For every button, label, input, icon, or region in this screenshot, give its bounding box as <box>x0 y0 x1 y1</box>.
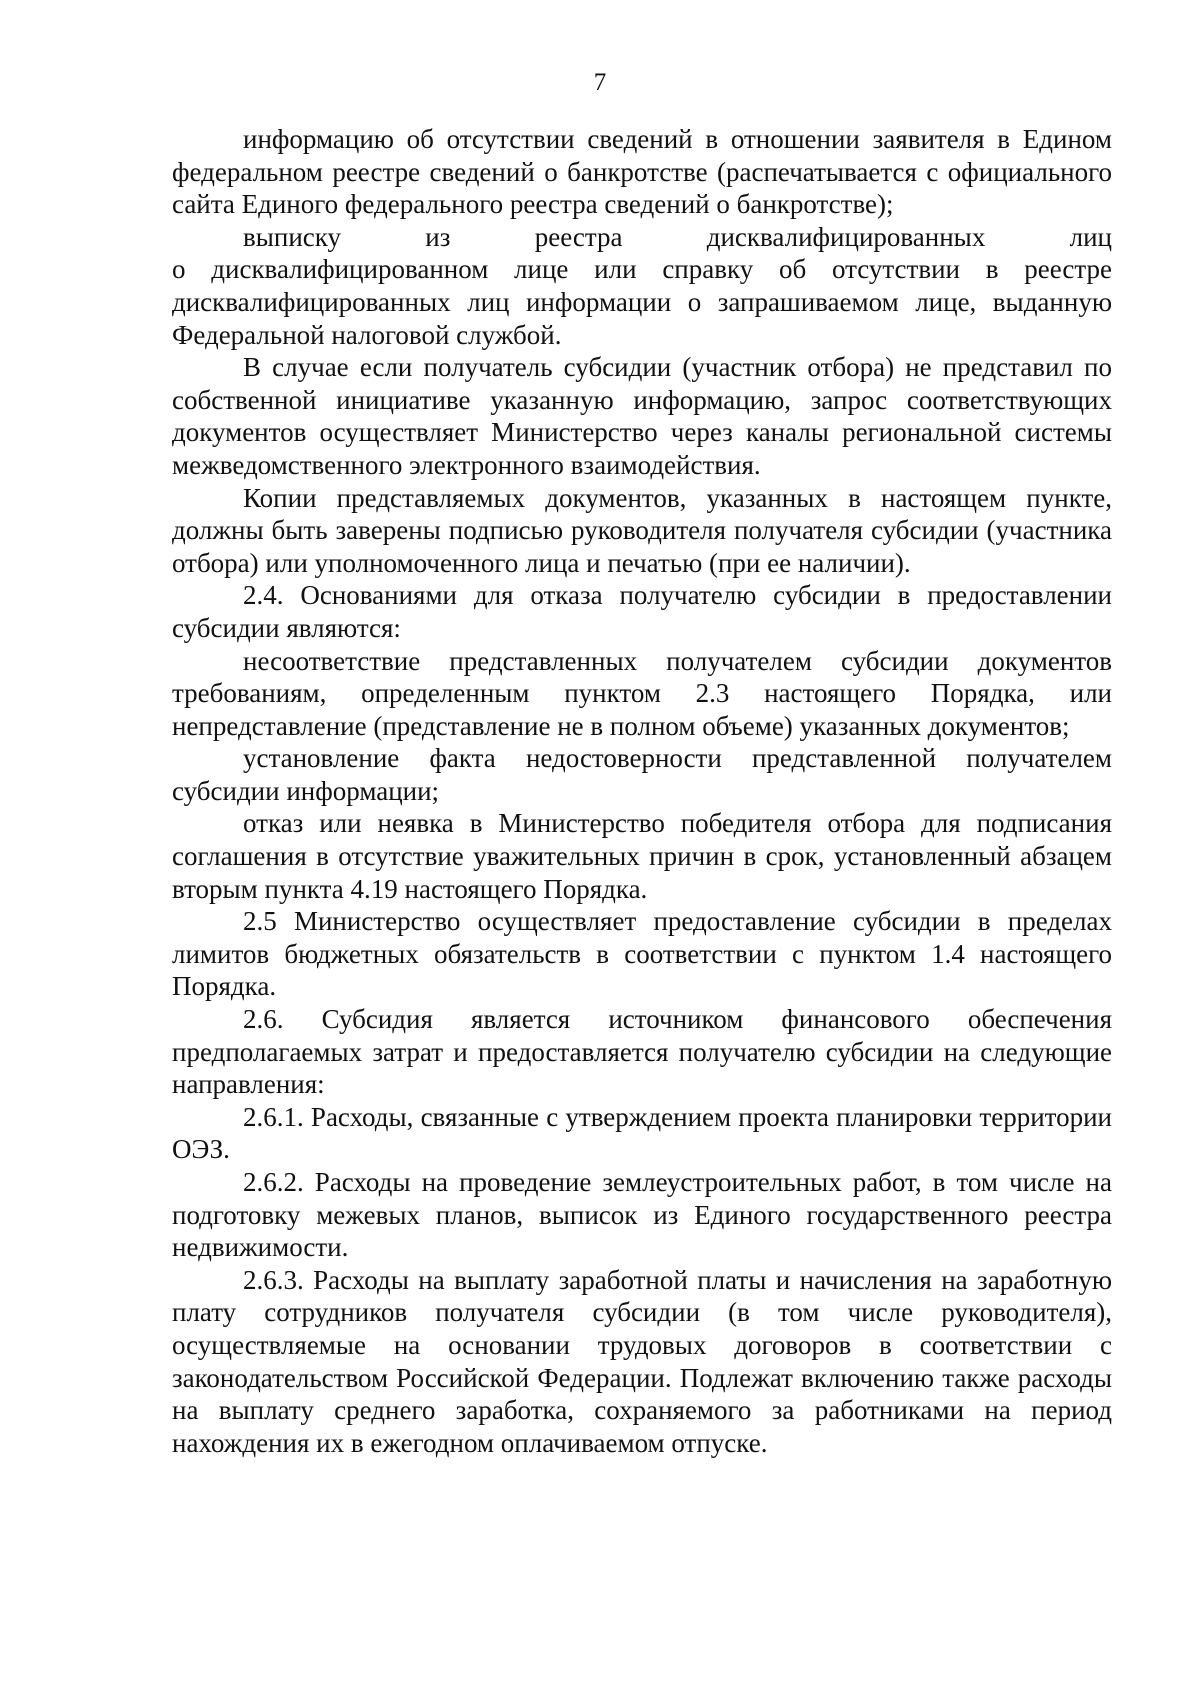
page-number: 7 <box>593 69 607 96</box>
paragraph: выписку из реестра дисквалифицированных лиц <box>243 221 1112 252</box>
paragraph: Копии представляемых документов, указанных в настоящем пункте, должны быть заверены подписью руководителя получателя субсидии (участника отбора) или уполномоченного лица и печатью (при ее наличии). <box>172 482 1112 578</box>
paragraph: отказ или неявка в Министерство победителя отбора для подписания соглашения в отсутствие уважительных причин в срок, установленный абзацем вторым пункта 4.19 настоящего Порядка. <box>172 808 1112 904</box>
paragraph: 2.5 Министерство осуществляет предоставление субсидии в пределах лимитов бюджетных обязательств в соответствии с пунктом 1.4 настоящего Порядка. <box>172 906 1112 1002</box>
paragraph: информацию об отсутствии сведений в отношении заявителя в Едином федеральном реестре сведений о банкротстве (распечатывается с официального сайта Единого федерального реестра сведений о банкротстве); <box>172 124 1112 220</box>
paragraph: 2.4. Основаниями для отказа получателю субсидии в предоставлении субсидии являются: <box>172 580 1112 643</box>
paragraph: В случае если получатель субсидии (участник отбора) не представил по собственной инициативе указанную информацию, запрос соответствующих документов осуществляет Министерство через каналы региональной системы межведомственного электронного взаимодействия. <box>172 352 1112 480</box>
paragraph: 2.6.2. Расходы на проведение землеустроительных работ, в том числе на подготовку межевых планов, выписок из Единого государственного реестра недвижимости. <box>172 1167 1112 1263</box>
paragraph: 2.6.3. Расходы на выплату заработной платы и начисления на заработную плату сотрудников получателя субсидии (в том числе руководителя), осуществляемые на основании трудовых договоров в соответствии с законодательством Российской Федерации. Подлежат включению также расходы на выплату среднего заработка, сохраняемого за работниками на период нахождения их в ежегодном оплачиваемом отпуске. <box>172 1264 1112 1458</box>
paragraph: 2.6.1. Расходы, связанные с утверждением проекта планировки территории ОЭЗ. <box>172 1101 1112 1165</box>
document-body <box>172 123 1112 1459</box>
paragraph: установление факта недостоверности представленной получателем субсидии информации; <box>172 743 1112 806</box>
paragraph: несоответствие представленных получателем субсидии документов требованиям, определенным пунктом 2.3 настоящего Порядка, или непредставление (представление не в полном объеме) указанных документов; <box>172 645 1112 741</box>
paragraph: 2.6. Субсидия является источником финансового обеспечения предполагаемых затрат и предоставляется получателю субсидии на следующие направления: <box>172 1004 1112 1100</box>
paragraph: о дисквалифицированном лице или справку об отсутствии в реестре дисквалифицированных лиц информации о запрашиваемом лице, выданную Федеральной налоговой службой. <box>172 254 1112 350</box>
